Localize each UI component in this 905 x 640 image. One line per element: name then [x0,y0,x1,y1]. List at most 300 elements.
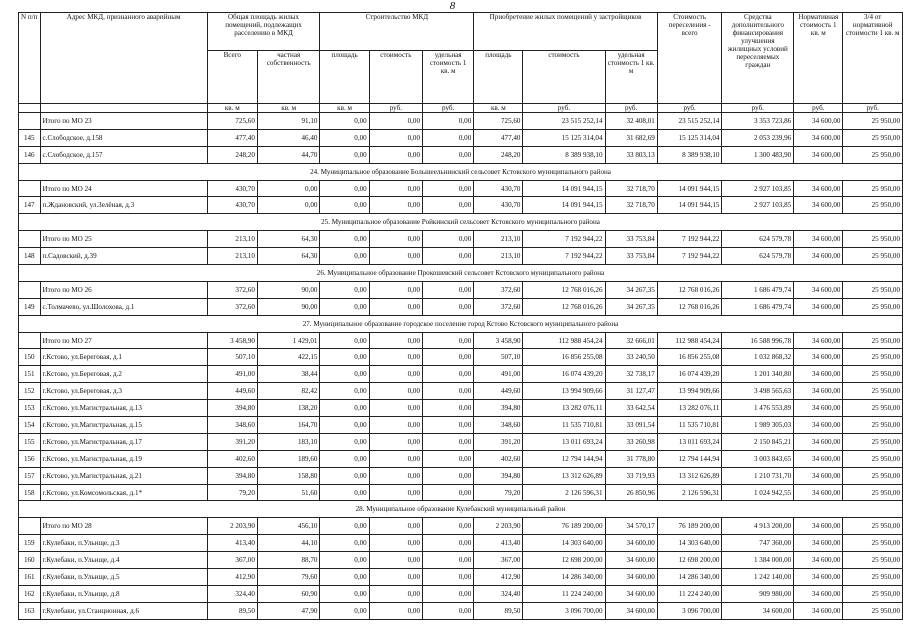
row-value: 0,00 [320,383,369,400]
row-value: 0,00 [320,366,369,383]
row-value: 34 600,00 [605,569,657,586]
units-cell: руб. [523,104,605,113]
row-value: 8 389 938,10 [657,146,722,163]
row-value: 34 600,00 [794,113,843,130]
row-number: 158 [19,484,41,501]
row-value: 23 515 252,14 [523,113,605,130]
table-row [19,467,903,484]
row-value: 158,80 [257,467,320,484]
row-value: 13 994 909,66 [523,383,605,400]
row-value: 16 856 255,08 [523,349,605,366]
row-number: 163 [19,602,41,619]
row-value: 26 850,96 [605,484,657,501]
row-value: 213,10 [474,248,523,265]
row-value: 25 950,00 [843,349,903,366]
row-value: 34 600,00 [794,248,843,265]
row-value: 725,60 [207,113,257,130]
row-address: г.Кстово, ул.Береговая, д.2 [40,366,207,383]
row-value: 33 091,54 [605,417,657,434]
section-title: 26. Муниципальное образование Прокошевский сельсовет Кстовского муниципального района [19,265,903,282]
row-value: 51,60 [257,484,320,501]
row-address: Итого по МО 23 [40,113,207,130]
row-value: 25 950,00 [843,585,903,602]
row-number: 148 [19,248,41,265]
subheader-total: Всего [207,51,257,104]
row-value: 0,00 [423,146,474,163]
row-value: 34 600,00 [794,366,843,383]
row-value: 60,90 [257,585,320,602]
row-number [19,180,41,197]
row-value: 0,00 [320,585,369,602]
row-value: 12 794 144,94 [657,450,722,467]
table-row [19,366,903,383]
table-row [19,484,903,501]
row-address: г.Кстово, ул.Магистральная, д.19 [40,450,207,467]
row-number: 150 [19,349,41,366]
row-value: 430,70 [207,197,257,214]
table-row [19,417,903,434]
row-value: 0,00 [369,585,422,602]
row-address: Итого по МО 25 [40,231,207,248]
row-number: 151 [19,366,41,383]
row-value: 3 353 723,86 [722,113,794,130]
row-value: 44,70 [257,146,320,163]
row-value: 12 698 200,00 [523,552,605,569]
row-value: 0,00 [320,197,369,214]
row-value: 348,60 [474,417,523,434]
row-value: 112 988 454,24 [657,332,722,349]
row-value: 0,00 [423,400,474,417]
row-value: 0,00 [423,332,474,349]
row-value: 0,00 [369,197,422,214]
row-address: г.Кстово, ул.Береговая, д.3 [40,383,207,400]
row-value: 213,10 [207,248,257,265]
row-value: 0,00 [320,484,369,501]
row-value: 34 600,00 [605,602,657,619]
row-value: 34 600,00 [794,535,843,552]
units-cell: руб. [722,104,794,113]
row-value: 0,00 [423,484,474,501]
units-cell: руб. [423,104,474,113]
row-value: 394,80 [207,467,257,484]
table-row [19,585,903,602]
row-value: 0,00 [423,585,474,602]
section-title: 24. Муниципальное образование Большеельнинский сельсовет Кстовского муниципального района [19,163,903,180]
row-value: 0,00 [369,518,422,535]
row-value: 477,40 [474,129,523,146]
row-value: 0,00 [369,450,422,467]
row-value: 7 192 944,22 [523,231,605,248]
row-address: Итого по МО 24 [40,180,207,197]
row-value: 0,00 [320,569,369,586]
row-value: 25 950,00 [843,484,903,501]
row-value: 0,00 [320,349,369,366]
row-value: 624 579,78 [722,231,794,248]
row-value: 394,80 [474,400,523,417]
row-value: 372,60 [474,281,523,298]
units-cell: кв. м [474,104,523,113]
row-value: 2 927 103,85 [722,197,794,214]
row-value: 1 686 479,74 [722,281,794,298]
row-value: 1 201 340,80 [722,366,794,383]
row-value: 0,00 [320,298,369,315]
row-value: 11 224 240,00 [657,585,722,602]
row-value: 0,00 [320,518,369,535]
table-row [19,518,903,535]
row-value: 64,30 [257,248,320,265]
table-row [19,433,903,450]
row-value: 0,00 [369,383,422,400]
row-number: 155 [19,433,41,450]
row-value: 14 286 340,00 [523,569,605,586]
row-value: 0,00 [320,552,369,569]
row-value: 0,00 [320,180,369,197]
row-value: 2 203,90 [474,518,523,535]
row-address: г.Кулебаки, п.Ульище, д.4 [40,552,207,569]
row-value: 25 950,00 [843,146,903,163]
table-row [19,383,903,400]
row-value: 413,40 [207,535,257,552]
row-value: 248,20 [474,146,523,163]
row-value: 16 074 439,20 [523,366,605,383]
row-value: 25 950,00 [843,113,903,130]
row-value: 3 096 700,00 [523,602,605,619]
row-value: 1 429,01 [257,332,320,349]
row-value: 422,15 [257,349,320,366]
row-value: 44,10 [257,535,320,552]
row-value: 33 803,13 [605,146,657,163]
header-address: Адрес МКД, признанного аварийным [40,13,207,104]
row-value: 0,00 [320,602,369,619]
row-value: 507,10 [207,349,257,366]
row-value: 33 753,84 [605,248,657,265]
row-value: 0,00 [423,298,474,315]
table-row [19,197,903,214]
row-number [19,332,41,349]
row-value: 372,60 [207,298,257,315]
row-value: 0,00 [320,231,369,248]
row-value: 1 476 553,89 [722,400,794,417]
row-value: 33 260,98 [605,433,657,450]
row-number: 156 [19,450,41,467]
row-value: 34 570,17 [605,518,657,535]
units-cell: руб. [843,104,903,113]
row-value: 0,00 [369,400,422,417]
row-value: 25 950,00 [843,552,903,569]
section-row [19,501,903,518]
row-value: 0,00 [369,298,422,315]
row-value: 3 458,90 [474,332,523,349]
row-value: 372,60 [207,281,257,298]
row-value: 11 535 710,81 [657,417,722,434]
row-address: г.Кулебаки, п.Ульище, д.5 [40,569,207,586]
row-value: 0,00 [320,281,369,298]
row-value: 14 286 340,00 [657,569,722,586]
row-value: 16 074 439,20 [657,366,722,383]
row-value: 1 032 868,32 [722,349,794,366]
table-row [19,298,903,315]
section-title: 25. Муниципальное образование Ройкинский сельсовет Кстовского муниципального района [19,214,903,231]
row-value: 34 600,00 [794,129,843,146]
row-value: 89,50 [474,602,523,619]
row-value: 38,44 [257,366,320,383]
row-value: 12 768 016,26 [657,281,722,298]
row-value: 3 498 565,63 [722,383,794,400]
units-cell: кв. м [207,104,257,113]
table-row [19,248,903,265]
row-value: 25 950,00 [843,231,903,248]
table-row [19,602,903,619]
row-value: 34 600,00 [794,332,843,349]
row-value: 0,00 [423,467,474,484]
row-value: 32 718,70 [605,197,657,214]
row-value: 0,00 [320,400,369,417]
row-address: п.Ждановский, ул.Зелёная, д.3 [40,197,207,214]
row-value: 372,60 [474,298,523,315]
row-value: 32 408,01 [605,113,657,130]
row-value: 34 600,00 [794,552,843,569]
row-value: 477,40 [207,129,257,146]
row-value: 2 150 845,21 [722,433,794,450]
row-value: 14 303 640,00 [657,535,722,552]
row-value: 430,70 [474,197,523,214]
row-value: 79,20 [474,484,523,501]
row-address: г.Кстово, ул.Магистральная, д.15 [40,417,207,434]
row-address: Итого по МО 28 [40,518,207,535]
table-row [19,332,903,349]
row-value: 1 989 305,03 [722,417,794,434]
row-value: 25 950,00 [843,298,903,315]
row-number: 159 [19,535,41,552]
subheader-purchase-area: площадь [474,51,523,104]
row-number: 161 [19,569,41,586]
row-value: 14 303 640,00 [523,535,605,552]
row-value: 449,60 [474,383,523,400]
row-value: 46,40 [257,129,320,146]
row-value: 25 950,00 [843,433,903,450]
header-cost: Стоимость переселения - всего [657,13,722,104]
row-value: 3 003 843,65 [722,450,794,467]
row-value: 0,00 [320,467,369,484]
row-value: 0,00 [369,113,422,130]
row-value: 747 360,00 [722,535,794,552]
row-value: 0,00 [369,349,422,366]
row-value: 13 282 076,11 [523,400,605,417]
row-value: 34 600,00 [794,281,843,298]
header-three-quarter: 3/4 от нормативной стоимости 1 кв. м [843,13,903,104]
row-value: 25 950,00 [843,400,903,417]
row-value: 391,20 [207,433,257,450]
subheader-purchase-cost: стоимость [523,51,605,104]
row-value: 402,60 [474,450,523,467]
row-value: 0,00 [369,552,422,569]
row-value: 2 927 103,85 [722,180,794,197]
row-value: 430,70 [474,180,523,197]
row-value: 0,00 [369,433,422,450]
row-value: 0,00 [423,383,474,400]
row-value: 0,00 [423,248,474,265]
row-value: 0,00 [423,231,474,248]
row-value: 31 778,80 [605,450,657,467]
row-number: 153 [19,400,41,417]
row-value: 25 950,00 [843,518,903,535]
units-row [19,104,903,113]
table-row [19,552,903,569]
row-value: 0,00 [423,433,474,450]
row-value: 32 718,70 [605,180,657,197]
row-value: 14 091 944,15 [523,197,605,214]
row-value: 25 950,00 [843,535,903,552]
table-row [19,146,903,163]
row-value: 14 091 944,15 [657,180,722,197]
row-value: 13 011 693,24 [523,433,605,450]
row-value: 3 458,90 [207,332,257,349]
row-value: 34 600,00 [794,231,843,248]
row-value: 25 950,00 [843,569,903,586]
row-value: 0,00 [423,129,474,146]
header-purchase: Приобретение жилых помещений у застройщиков [474,13,658,51]
row-value: 0,00 [320,417,369,434]
row-value: 7 192 944,22 [657,231,722,248]
row-value: 0,00 [423,197,474,214]
row-value: 11 224 240,00 [523,585,605,602]
units-cell [19,104,41,113]
row-value: 413,40 [474,535,523,552]
row-value: 0,00 [369,366,422,383]
row-value: 367,00 [207,552,257,569]
row-value: 0,00 [320,450,369,467]
row-value: 90,00 [257,298,320,315]
row-value: 12 768 016,26 [523,298,605,315]
row-address: г.Кстово, ул.Береговая, д.1 [40,349,207,366]
row-value: 34 600,00 [794,518,843,535]
row-value: 34 600,00 [794,400,843,417]
row-value: 0,00 [423,535,474,552]
row-value: 25 950,00 [843,602,903,619]
row-value: 25 950,00 [843,417,903,434]
row-value: 34 600,00 [605,552,657,569]
row-value: 12 768 016,26 [523,281,605,298]
row-value: 12 698 200,00 [657,552,722,569]
table-row [19,180,903,197]
units-cell [40,104,207,113]
row-number [19,281,41,298]
row-value: 0,00 [369,484,422,501]
row-value: 90,00 [257,281,320,298]
row-value: 449,60 [207,383,257,400]
row-value: 0,00 [369,180,422,197]
row-value: 13 312 626,89 [523,467,605,484]
row-value: 34 600,00 [605,535,657,552]
row-value: 456,10 [257,518,320,535]
row-value: 0,00 [369,281,422,298]
table-row [19,231,903,248]
row-value: 25 950,00 [843,450,903,467]
row-address: п.Садовский, д.39 [40,248,207,265]
row-address: г.Кулебаки, п.Ульище, д.8 [40,585,207,602]
row-value: 33 642,54 [605,400,657,417]
row-value: 138,20 [257,400,320,417]
row-value: 0,00 [423,450,474,467]
row-value: 3 096 700,00 [657,602,722,619]
subheader-purchase-unit-cost: удельная стоимость 1 кв. м [605,51,657,104]
row-value: 0,00 [320,146,369,163]
row-value: 491,00 [474,366,523,383]
row-value: 402,60 [207,450,257,467]
table-row [19,349,903,366]
row-value: 34 600,00 [794,433,843,450]
subheader-construction-area: площадь [320,51,369,104]
row-value: 76 189 200,00 [523,518,605,535]
row-value: 0,00 [320,332,369,349]
row-value: 1 686 479,74 [722,298,794,315]
row-value: 348,60 [207,417,257,434]
section-row [19,163,903,180]
resettlement-table [18,12,903,620]
row-address: Итого по МО 26 [40,281,207,298]
row-value: 25 950,00 [843,332,903,349]
row-value: 0,00 [320,535,369,552]
row-value: 34 600,00 [794,146,843,163]
row-value: 82,42 [257,383,320,400]
row-number: 152 [19,383,41,400]
row-value: 0,00 [369,417,422,434]
row-value: 25 950,00 [843,467,903,484]
row-value: 15 125 314,04 [523,129,605,146]
row-value: 164,70 [257,417,320,434]
row-value: 34 600,00 [794,585,843,602]
table-row [19,535,903,552]
row-value: 0,00 [423,349,474,366]
row-value: 324,40 [474,585,523,602]
row-value: 7 192 944,22 [657,248,722,265]
row-value: 2 126 596,31 [657,484,722,501]
row-number: 145 [19,129,41,146]
row-value: 491,00 [207,366,257,383]
row-value: 0,00 [320,433,369,450]
row-address: г.Кстово, ул.Магистральная, д.17 [40,433,207,450]
row-value: 0,00 [369,248,422,265]
row-number: 147 [19,197,41,214]
row-value: 0,00 [320,248,369,265]
row-value: 34 600,00 [794,197,843,214]
row-value: 13 312 626,89 [657,467,722,484]
table-row [19,400,903,417]
table-row [19,281,903,298]
row-number [19,518,41,535]
row-value: 0,00 [423,281,474,298]
row-value: 0,00 [257,197,320,214]
row-address: с.Толмачево, ул.Шолохова, д.1 [40,298,207,315]
row-value: 1 210 731,70 [722,467,794,484]
section-row [19,315,903,332]
row-value: 34 267,35 [605,298,657,315]
row-value: 31 127,47 [605,383,657,400]
row-number [19,231,41,248]
row-value: 0,00 [369,146,422,163]
row-value: 0,00 [369,467,422,484]
page-number: 8 [449,0,456,12]
row-value: 31 682,69 [605,129,657,146]
row-value: 367,00 [474,552,523,569]
row-value: 7 192 944,22 [523,248,605,265]
row-value: 0,00 [369,129,422,146]
row-value: 0,00 [423,569,474,586]
row-address: с.Слободское, д.158 [40,129,207,146]
row-address: г.Кстово, ул.Магистральная, д.21 [40,467,207,484]
header-extra-funds: Средства дополнительного финансирования улучшения жилищных условий переселяемых граждан [722,13,794,104]
row-value: 89,50 [207,602,257,619]
